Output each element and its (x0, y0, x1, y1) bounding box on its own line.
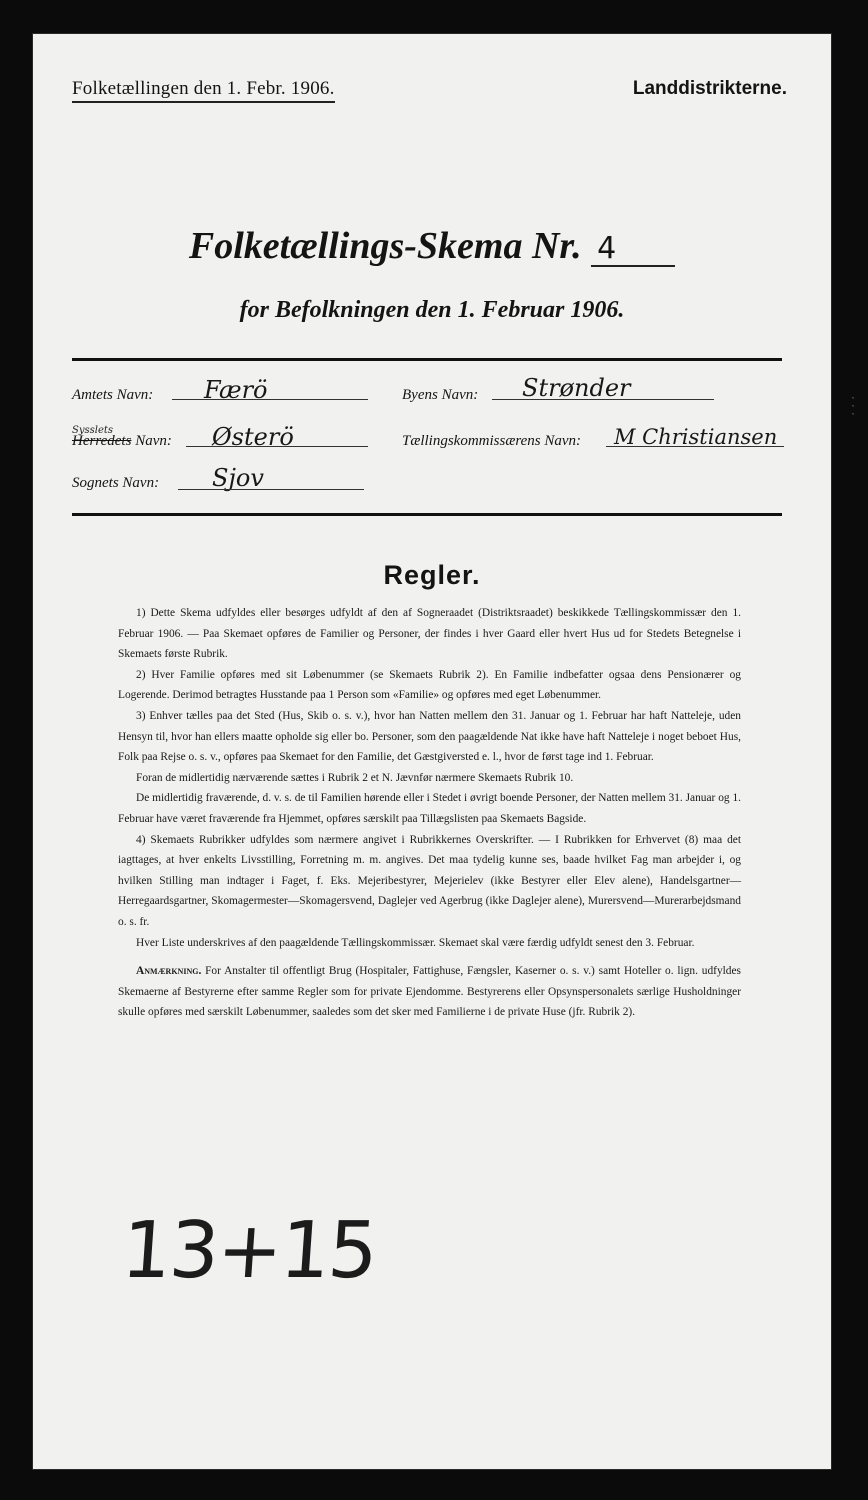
herred-struck-prefix: Herredets (72, 433, 132, 449)
herred-underline (186, 446, 368, 447)
amt-value: Færö (204, 376, 268, 404)
sogn-underline (178, 489, 364, 490)
herred-value: Østerö (212, 423, 294, 451)
by-value: Strønder (522, 374, 631, 402)
form-title (32, 223, 832, 269)
kommissaer-underline (606, 446, 784, 447)
rule-paragraph: Foran de midlertidig nærværende sættes i Rubrik 2 et N. Jævnfør nærmere Skemaets Rubrik 10. (136, 771, 574, 784)
divider-bottom (72, 513, 782, 516)
herred-label (72, 425, 172, 451)
form-number-field: 4 (591, 233, 675, 267)
by-label: Byens Navn: (402, 387, 479, 403)
form-subtitle: for Befolkningen den 1. Februar 1906. (239, 297, 625, 323)
sogn-value: Sjov (212, 464, 264, 492)
census-date-header: Folketællingen den 1. Febr. 1906. (72, 78, 335, 103)
rule-paragraph: De midlertidig fraværende, d. v. s. de til Familien hørende eller i Stedet i øvrigt boende Personer, der Natten mellem 31. Januar og 1. Februar have været fraværende fra Hjemmet, opføres særskilt paa Tillægslisten paa Skemaets Bagside. (118, 792, 741, 825)
handwritten-sum: 13+15 (118, 1206, 380, 1296)
district-type-header: Landdistrikterne. (632, 78, 787, 99)
sogn-label: Sognets Navn: (72, 475, 160, 491)
note-paragraph (118, 961, 741, 1023)
rule-paragraph: 1) Dette Skema udfyldes eller besørges udfyldt af den af Sogneraadet (Distriktsraadet) beskikkede Tællingskommissær den 1. Februar 1906. — Paa Skemaet opføres de Familier og Personer, der findes i hver Gaard eller hvert Hus ud for Stedets Betegnelse i Skemaets første Rubrik. (118, 607, 741, 661)
note-text: For Anstalter til offentligt Brug (Hospitaler, Fattighuse, Fængsler, Kaserner o. s. v.) samt Hoteller o. lign. udfyldes Skemaerne af Bestyrerne efter samme Regler som for private Ejendomme. Bestyrerens eller Opsynspersonalets særlige Husholdninger skulle opføres med særskilt Løbenummer, saaledes som det sker med Familierne i de private Huse (jfr. Rubrik 2). (118, 965, 741, 1019)
kommissaer-label: Tællingskommissærens Navn: (402, 433, 582, 449)
rule-paragraph: 3) Enhver tælles paa det Sted (Hus, Skib o. s. v.), hvor han Natten mellem den 31. Januar og 1. Februar har haft Natteleje, uden Hensyn til, hvor han ellers maatte opholde sig eller bo. Personer, som den paagældende Nat ikke have haft Natteleje i noget beboet Hus, Folk paa Rejse o. s. v., opføres paa Skemaet for den Familie, det Gæstgiversted e. l., hvor de først tage ind 1. Februar. (118, 709, 741, 764)
rule-paragraph: 2) Hver Familie opføres med sit Løbenummer (se Skemaets Rubrik 2). En Familie indbefatter ogsaa dens Pensionærer og Logerende. Derimod betragtes Husstande paa 1 Person som «Familie» og opføres med eget Løbenummer. (118, 668, 741, 702)
syssel-written-prefix: Sysslets (72, 425, 114, 436)
rule-paragraph: Hver Liste underskrives af den paagældende Tællingskommissær. Skemaet skal være færdig udfyldt senest den 3. Februar. (136, 936, 695, 949)
amt-underline (172, 399, 368, 400)
note-label: Anmærkning. (136, 965, 202, 978)
by-underline (492, 399, 714, 400)
amt-label: Amtets Navn: (72, 387, 154, 403)
rules-body (118, 603, 741, 1023)
census-form-page (32, 33, 832, 1470)
divider-top (72, 358, 782, 361)
margin-marks: · · · (850, 393, 857, 420)
kommissaer-value: M Christiansen (614, 425, 778, 449)
herred-label-suffix: Navn: (135, 433, 172, 449)
rule-paragraph: 4) Skemaets Rubrikker udfyldes som nærmere angivet i Rubrikkernes Overskrifter. — I Rubrikken for Erhvervet (8) maa det iagttages, at hver enkelts Livsstilling, Forretning m. m. angives. Det maa tydelig kunne ses, baade hvilket Fag man arbejder i, og hvilken Stilling man indtager i Faget, f. Eks. Mejeribestyrer, Mejerielev (ikke Bestyrer eller Elev alene), Handelsgartner—Herregaardsgartner, Skomagermester—Skomagersvend, Daglejer ved Agerbrug (ikke Daglejer alene), Murersvend—Murerarbejdsmand o. s. fr. (118, 833, 741, 928)
form-title-text: Folketællings-Skema Nr. (188, 225, 582, 267)
rules-heading: Regler. (383, 560, 481, 590)
